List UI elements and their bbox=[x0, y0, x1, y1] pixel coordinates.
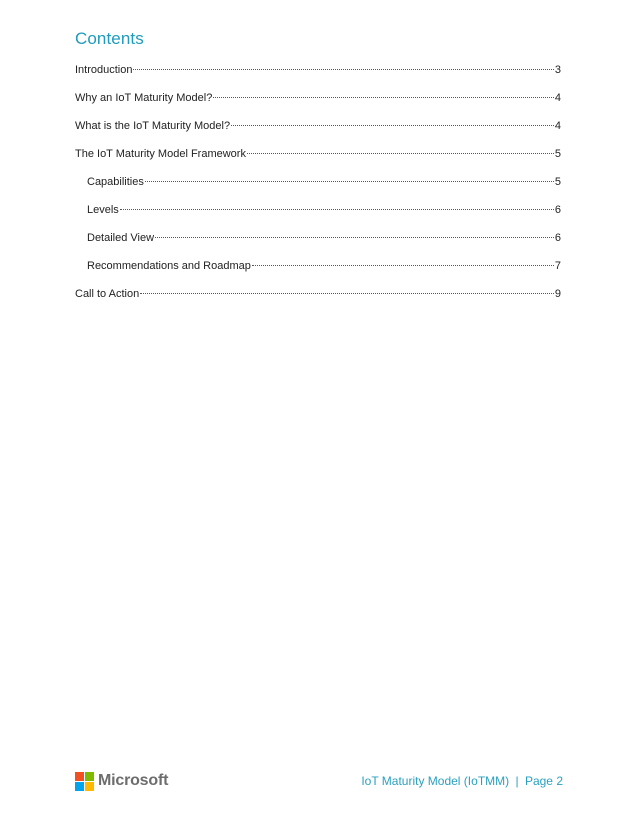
toc-entry-page-number: 4 bbox=[554, 120, 561, 132]
toc-entry-title: Detailed View bbox=[87, 232, 155, 244]
toc-dot-leader bbox=[140, 293, 554, 294]
toc-entry-title: Capabilities bbox=[87, 176, 144, 188]
toc-entry[interactable] bbox=[75, 88, 561, 116]
footer-doc-title: IoT Maturity Model (IoTMM) bbox=[361, 774, 510, 788]
toc-dot-leader bbox=[133, 69, 553, 70]
footer-page-number: Page 2 bbox=[524, 774, 563, 788]
toc-dot-leader bbox=[247, 153, 554, 154]
microsoft-logo-text: Microsoft bbox=[98, 772, 169, 789]
microsoft-logo bbox=[75, 770, 168, 792]
table-of-contents bbox=[75, 60, 561, 312]
toc-entry-title: The IoT Maturity Model Framework bbox=[75, 148, 246, 160]
toc-dot-leader bbox=[231, 125, 554, 126]
toc-dot-leader bbox=[155, 237, 554, 238]
toc-entry-page-number: 4 bbox=[554, 92, 561, 104]
toc-dot-leader bbox=[145, 181, 554, 182]
footer-caption bbox=[361, 774, 563, 788]
toc-entry-title: Recommendations and Roadmap bbox=[87, 260, 251, 272]
toc-entry[interactable] bbox=[75, 144, 561, 172]
toc-entry[interactable] bbox=[75, 284, 561, 312]
toc-entry-title: What is the IoT Maturity Model? bbox=[75, 120, 231, 132]
toc-heading: Contents bbox=[75, 29, 144, 48]
page-footer bbox=[75, 770, 563, 796]
toc-entry-page-number: 6 bbox=[554, 232, 561, 244]
toc-entry-page-number: 5 bbox=[554, 176, 561, 188]
toc-entry[interactable] bbox=[75, 116, 561, 144]
toc-entry[interactable] bbox=[75, 200, 561, 228]
toc-entry-title: Introduction bbox=[75, 64, 133, 76]
toc-entry[interactable] bbox=[75, 60, 561, 88]
toc-dot-leader bbox=[213, 97, 554, 98]
toc-entry[interactable] bbox=[75, 172, 561, 200]
toc-entry-page-number: 3 bbox=[554, 64, 561, 76]
footer-separator: | bbox=[515, 774, 519, 788]
toc-entry[interactable] bbox=[75, 256, 561, 284]
toc-dot-leader bbox=[120, 209, 554, 210]
microsoft-logo-icon bbox=[75, 772, 94, 791]
toc-dot-leader bbox=[252, 265, 554, 266]
toc-entry-title: Why an IoT Maturity Model? bbox=[75, 92, 213, 104]
toc-entry-page-number: 5 bbox=[554, 148, 561, 160]
toc-entry-page-number: 6 bbox=[554, 204, 561, 216]
toc-entry-page-number: 9 bbox=[554, 288, 561, 300]
toc-entry-page-number: 7 bbox=[554, 260, 561, 272]
toc-entry[interactable] bbox=[75, 228, 561, 256]
toc-entry-title: Call to Action bbox=[75, 288, 140, 300]
toc-entry-title: Levels bbox=[87, 204, 119, 216]
